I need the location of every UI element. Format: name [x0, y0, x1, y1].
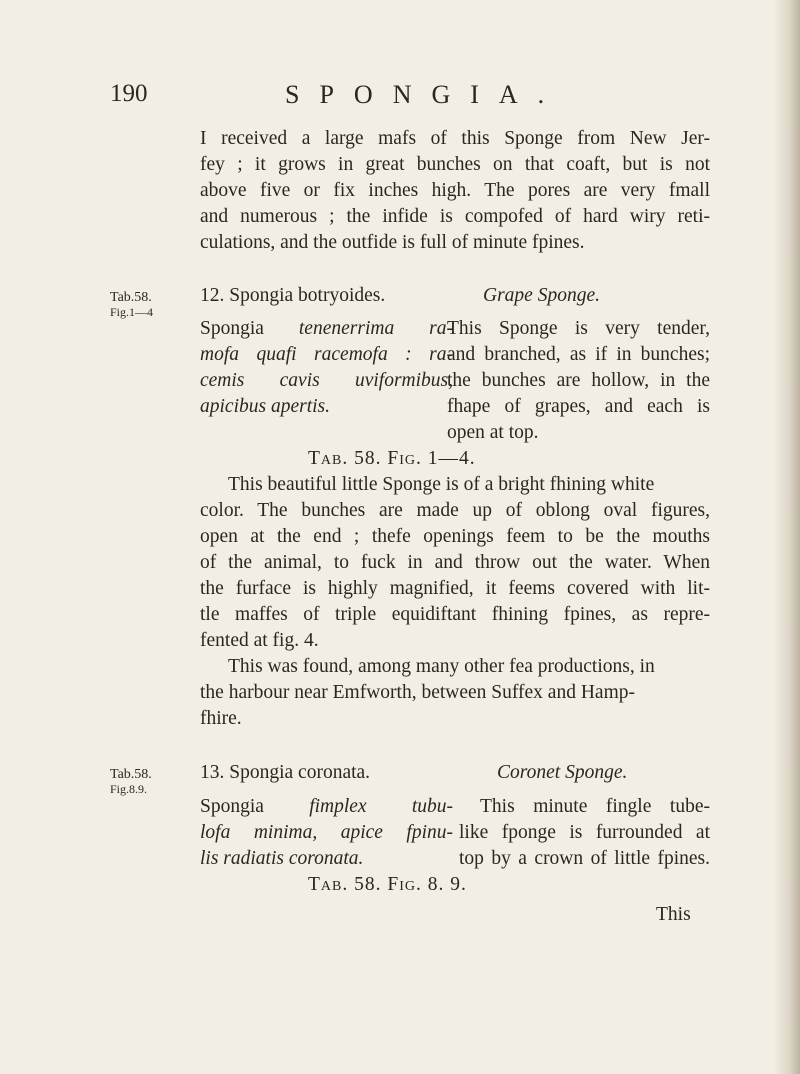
intro-line-3: above five or fix inches high. The pores are very fmall [200, 180, 710, 201]
entry13-figure-ref: Tab. 58. Fig. 8. 9. [308, 874, 467, 895]
entry12-body-line-5: the furface is highly magnified, it feems covered with lit- [200, 578, 710, 599]
entry12-english-line-3: the bunches are hollow, in the [447, 370, 710, 391]
intro-line-4: and numerous ; the infide is compofed of hard wiry reti- [200, 206, 710, 227]
entry13-latin-line-1 [200, 796, 453, 818]
entry12-body-line-4: of the animal, to fuck in and throw out the water. When [200, 552, 710, 573]
entry12-body-line-1: This beautiful little Sponge is of a bright fhining white [228, 474, 655, 495]
catchword: This [656, 904, 691, 925]
latin-plain: Spongia [200, 318, 299, 339]
entry12-body-line-7: fented at fig. 4. [200, 630, 319, 651]
entry12-body-line-3: open at the end ; thefe openings feem to be the mouths [200, 526, 710, 547]
entry13-heading: 13. Spongia coronata. [200, 762, 371, 783]
entry13-english-line-1: This minute fingle tube- [480, 796, 710, 817]
entry12-english-line-5: open at top. [447, 422, 539, 443]
entry12-english-line-2: and branched, as if in bunches; [447, 344, 710, 365]
entry12-tab-ref [110, 290, 153, 320]
latin-italic: mofa quafi racemofa : ra- [200, 344, 453, 365]
entry12-latin-line-1 [200, 318, 453, 340]
page-number: 190 [110, 80, 148, 107]
entry12-fig-line: Fig.1—4 [110, 305, 154, 319]
entry13-english-line-2: like fponge is furrounded at [459, 822, 710, 843]
latin-italic: lis radiatis coronata. [200, 848, 364, 869]
entry12-common-name: Grape Sponge. [483, 285, 600, 306]
entry13-latin-line-3 [200, 848, 363, 870]
entry12-english-line-4: fhape of grapes, and each is [447, 396, 710, 417]
entry13-common-name: Coronet Sponge. [497, 762, 628, 783]
entry12-body-line-10: fhire. [200, 708, 242, 729]
latin-italic: tenenerrima ra- [298, 318, 453, 339]
intro-line-2: fey ; it grows in great bunches on that coaft, but is not [200, 154, 710, 175]
entry12-tab-line: Tab.58. [110, 290, 152, 305]
entry12-body-line-9: the harbour near Emfworth, between Suffex and Hamp- [200, 682, 635, 703]
entry13-tab-ref [110, 767, 152, 797]
entry13-tab-line: Tab.58. [110, 767, 152, 782]
latin-italic: fimplex tubu- [309, 796, 454, 817]
entry12-body-line-8: This was found, among many other fea productions, in [228, 656, 655, 677]
entry12-latin-line-2 [200, 344, 453, 366]
entry13-latin-line-2 [200, 822, 453, 844]
entry13-english-line-3: top by a crown of little fpines. [459, 848, 710, 869]
entry12-english-line-1: This Sponge is very tender, [447, 318, 710, 339]
entry12-latin-line-3 [200, 370, 453, 392]
entry12-heading: 12. Spongia botryoides. [200, 285, 386, 306]
entry12-figure-ref: Tab. 58. Fig. 1—4. [308, 448, 476, 469]
entry12-body-line-6: tle maffes of triple equidiftant fhining fpines, as repre- [200, 604, 710, 625]
page-edge-shadow [774, 0, 800, 1074]
latin-plain: Spongia [200, 796, 310, 817]
latin-italic: apicibus apertis. [200, 396, 330, 417]
entry12-latin-line-4 [200, 396, 330, 418]
running-title: SPONGIA. [285, 80, 565, 109]
intro-line-5: culations, and the outfide is full of minute fpines. [200, 232, 585, 253]
latin-italic: cemis cavis uviformibus, [200, 370, 453, 391]
intro-line-1: I received a large mafs of this Sponge from New Jer- [200, 128, 710, 149]
entry13-fig-line: Fig.8.9. [110, 782, 148, 796]
latin-italic: lofa minima, apice fpinu- [200, 822, 453, 843]
entry12-body-line-2: color. The bunches are made up of oblong oval figures, [200, 500, 710, 521]
